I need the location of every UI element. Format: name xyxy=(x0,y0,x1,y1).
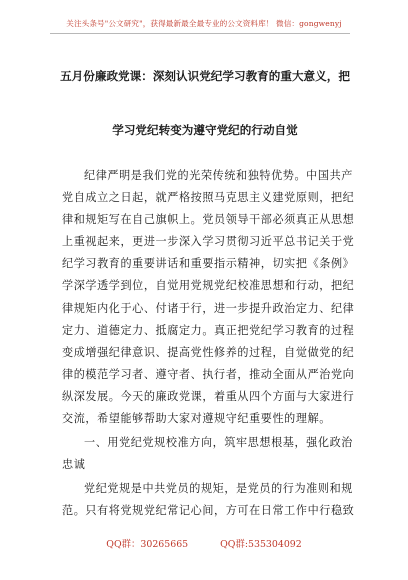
intro-paragraph xyxy=(62,165,355,430)
footer-qq-group-1: QQ群：30265665 xyxy=(106,539,189,550)
section-heading-1 xyxy=(62,432,353,476)
paragraph-line: 变成增强纪律意识、提高党性修养的过程，自觉做党的纪 xyxy=(62,345,355,359)
paragraph-line: 纪律严明是我们党的光荣传统和独特优势。中国共产 xyxy=(84,169,353,182)
paragraph-line: 纵深发展。今天的廉政党课，着重从四个方面与大家进行 xyxy=(62,389,355,403)
footer-qq-group-2: QQ群:535304092 xyxy=(220,539,302,550)
paragraph-line: 纪学习教育的重要讲话和重要指示精神，切实把《条例》 xyxy=(62,257,355,271)
paragraph-line: 党自成立之日起，就严格按照马克思主义建党原则，把纪 xyxy=(62,191,355,205)
paragraph-line: 学深学透学到位，自觉用党规党纪校准思想和行动，把纪 xyxy=(62,279,355,293)
paragraph-line: 律规矩内化于心、付诸于行，进一步提升政治定力、纪律 xyxy=(62,301,355,315)
footer-qq-groups xyxy=(0,536,408,550)
paragraph-line: 范。只有将党规党纪常记心间，方可在日常工作中行稳致 xyxy=(62,504,355,518)
paragraph-line: 律的模范学习者、遵守者、执行者，推动全面从严治党向 xyxy=(62,367,355,381)
header-banner: 关注头条号"公文研究"，获得最新最全最专业的公文资料库！ 微信：gongwenyj xyxy=(66,19,342,28)
section-heading-line: 一、用党纪党规校准方向，筑牢思想根基，强化政治 xyxy=(84,436,353,449)
section-heading-line: 忠诚 xyxy=(62,458,86,472)
header-divider xyxy=(50,33,350,34)
section-1-paragraph xyxy=(62,478,355,522)
paragraph-line: 律和规矩写在自己旗帜上。党员领导干部必须真正从思想 xyxy=(62,213,355,227)
paragraph-line: 定力、道德定力、抵腐定力。真正把党纪学习教育的过程 xyxy=(62,323,355,337)
paragraph-line: 上重视起来，更进一步深入学习贯彻习近平总书记关于党 xyxy=(62,235,355,249)
document-title-line-1: 五月份廉政党课：深刻认识党纪学习教育的重大意义，把 xyxy=(60,69,350,83)
paragraph-line: 交流，希望能够帮助大家对遵规守纪重要性的理解。 xyxy=(62,412,331,426)
document-title-line-2: 学习党纪转变为遵守党纪的行动自觉 xyxy=(112,123,298,137)
paragraph-line: 党纪党规是中共党员的规矩，是党员的行为准则和规 xyxy=(84,482,353,495)
